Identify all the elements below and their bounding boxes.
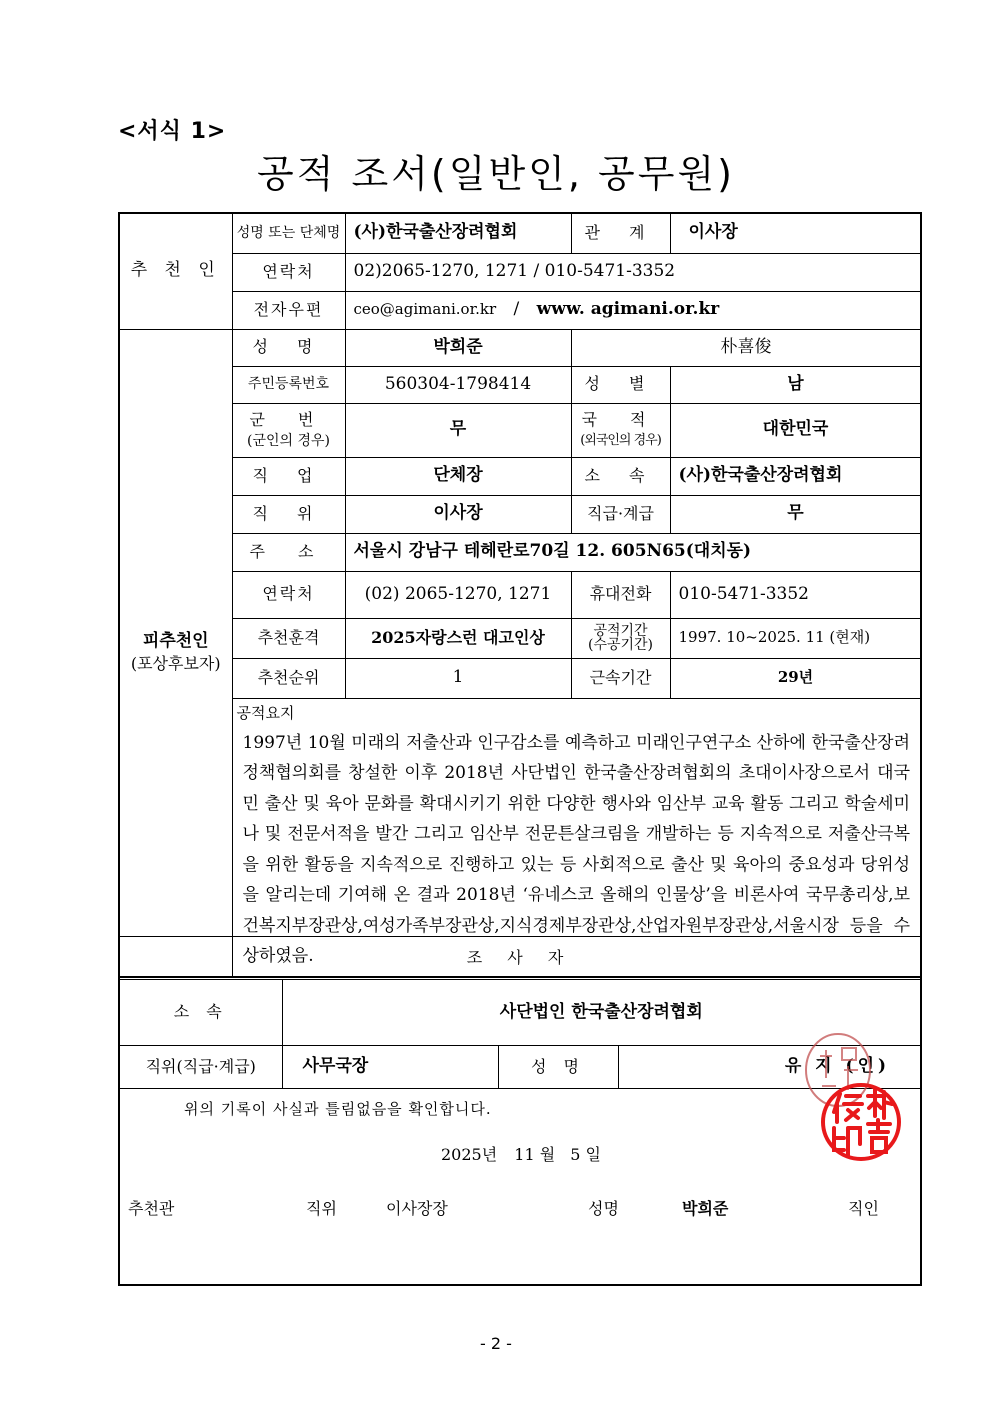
nominee-military-sublabel: (군인의 경우) (247, 433, 330, 450)
nominee-job-label: 직 업 (232, 457, 345, 495)
nominee-row-rank (119, 658, 921, 698)
nominee-name-hanja: 朴喜俊 (571, 329, 921, 366)
recommender-row-email (119, 291, 921, 329)
nominee-rank-label: 추천순위 (232, 658, 345, 698)
nominee-affiliation-value: (사)한국출산장려협회 (670, 457, 921, 495)
nominee-section-sublabel: (포상후보자) (130, 654, 221, 674)
nominee-grade-label: 직급·계급 (571, 495, 670, 533)
recommender-official-label: 추천관 (128, 1199, 175, 1218)
merit-report-table (118, 212, 922, 978)
official-position-label: 직위 (306, 1199, 337, 1218)
page-title: 공적 조서(일반인, 공무원) (257, 152, 735, 196)
recommender-name-value: (사)한국출산장려협회 (345, 213, 571, 253)
recommender-contact-label: 연락처 (232, 253, 345, 291)
confirmation-date (120, 1146, 922, 1164)
summary-row (119, 698, 921, 977)
investigator-affiliation-value: 사단법인 한국출산장려협회 (282, 980, 921, 1046)
recommender-contact-value: 02)2065-1270, 1271 / 010-5471-3352 (345, 253, 921, 291)
nominee-rrn-value: 560304-1798414 (345, 366, 571, 403)
nominee-name-value: 박희준 (345, 329, 571, 366)
recommender-email-label: 전자우편 (232, 291, 345, 329)
nominee-nationality-label: 국 적 (581, 410, 660, 430)
nominee-job-value: 단체장 (345, 457, 571, 495)
recommender-relation-value: 이사장 (670, 213, 921, 253)
date-year: 2025년 (440, 1145, 498, 1164)
nominee-position-label: 직 위 (232, 495, 345, 533)
summary-cell (232, 698, 921, 977)
page-number: - 2 - (480, 1334, 512, 1353)
nominee-grade-value: 무 (670, 495, 921, 533)
official-position-value: 이사장장 (386, 1199, 448, 1218)
recommender-name-label: 성명 또는 단체명 (232, 213, 345, 253)
nominee-row-award (119, 618, 921, 658)
recommender-email-cell (345, 291, 921, 329)
investigator-name-value: 유 지 (인) (618, 1046, 921, 1089)
nominee-contact-value: (02) 2065-1270, 1271 (345, 571, 571, 618)
official-seal-stamp (820, 1082, 902, 1162)
investigator-position-row (119, 1046, 921, 1089)
recommender-row-name (119, 213, 921, 253)
nominee-military-value: 무 (345, 403, 571, 457)
nominee-tenure-label: 근속기간 (571, 658, 670, 698)
nominee-rrn-label: 주민등록번호 (232, 366, 345, 403)
nominee-address-value: 서울시 강남구 테헤란로70길 12. 605N65(대치동) (345, 533, 921, 571)
nominee-merit-period-sublabel: (수공기간) (587, 637, 654, 653)
form-number: <서식 1> (118, 119, 227, 144)
investigator-name-label: 성 명 (498, 1046, 618, 1089)
confirmation-area (120, 1089, 920, 1284)
date-month: 11 월 (514, 1145, 556, 1164)
investigator-position-label: 직위(직급·계급) (119, 1046, 282, 1089)
investigator-position-value: 사무국장 (282, 1046, 498, 1089)
nominee-row-contact (119, 571, 921, 618)
official-name-value: 박희준 (682, 1199, 729, 1218)
nominee-row-rrn (119, 366, 921, 403)
nominee-affiliation-label: 소 속 (571, 457, 670, 495)
confirmation-statement: 위의 기록이 사실과 틀림없음을 확인합니다. (184, 1100, 492, 1118)
nominee-nationality-label-cell (571, 403, 670, 457)
nominee-section-label-cell (119, 329, 232, 977)
investigator-table (118, 936, 922, 1286)
nominee-row-position (119, 495, 921, 533)
nominee-gender-value: 남 (670, 366, 921, 403)
nominee-mobile-label: 휴대전화 (571, 571, 670, 618)
summary-label: 공적요지 (236, 703, 295, 722)
confirmation-row (119, 1089, 921, 1286)
recommender-website-value: www. agimani.or.kr (536, 299, 720, 320)
nominee-row-address (119, 533, 921, 571)
investigator-header-row (119, 937, 921, 980)
nominee-position-value: 이사장 (345, 495, 571, 533)
date-day: 5 일 (570, 1145, 601, 1164)
nominee-address-label: 주 소 (232, 533, 345, 571)
nominee-rank-value: 1 (345, 658, 571, 698)
email-website-separator: / (513, 299, 520, 320)
nominee-military-label: 군 번 (249, 409, 328, 429)
nominee-contact-label: 연락처 (232, 571, 345, 618)
confirmation-cell (119, 1089, 921, 1286)
nominee-tenure-value: 29년 (670, 658, 921, 698)
nominee-merit-period-label-cell (571, 618, 670, 658)
nominee-award-label: 추천훈격 (232, 618, 345, 658)
nominee-gender-label: 성 별 (571, 366, 670, 403)
official-seal-label: 직인 (848, 1199, 879, 1218)
official-name-label: 성명 (588, 1199, 619, 1218)
nominee-section-label: 피추천인 (142, 630, 209, 651)
recommender-email-value: ceo@agimani.or.kr (353, 300, 497, 319)
nominee-nationality-value: 대한민국 (670, 403, 921, 457)
nominee-merit-period-value: 1997. 10~2025. 11 (현재) (670, 618, 921, 658)
nominee-military-label-cell (232, 403, 345, 457)
nominee-row-name (119, 329, 921, 366)
nominee-nationality-sublabel: (외국인의 경우) (580, 432, 661, 448)
recommender-relation-label: 관 계 (571, 213, 670, 253)
recommender-section-label: 추 천 인 (119, 213, 232, 329)
investigator-affiliation-row (119, 980, 921, 1046)
nominee-merit-period-label: 공적기간 (593, 623, 648, 639)
investigator-section-label: 조 사 자 (119, 937, 921, 980)
nominee-name-label: 성 명 (232, 329, 345, 366)
summary-text: 1997년 10월 미래의 저출산과 인구감소를 예측하고 미래인구연구소 산하에 한국출산장려정책협의회를 창설한 이후 2018년 사단법인 한국출산장려협회의 초대이사장으로서 대국민 출산 및 육아 문화를 확대시키기 위한 다양한 행사와 임산부 교육 활동 그리고 학술세미나 및 전문서적을 발간 그리고 임산부 전문튼살크림을 개발하는 등 지속적으로 저출산극복을 위한 활동을 지속적으로 진행하고 있는 등 사회적으로 출산 및 육아의 중요성과 당위성을 알리는데 기여해 온 결과 2018년 ‘유네스코 올해의 인물상’을 비론사여 국무총리상,보건복지부장관상,여성가족부장관상,지식경제부장관상,산업자원부장관상,서울시장 등을 수상하였음. (242, 732, 910, 967)
nominee-mobile-value: 010-5471-3352 (670, 571, 921, 618)
nominee-award-value: 2025자랑스런 대고인상 (345, 618, 571, 658)
recommender-row-contact (119, 253, 921, 291)
nominee-row-job (119, 457, 921, 495)
investigator-affiliation-label: 소 속 (119, 980, 282, 1046)
nominee-row-military (119, 403, 921, 457)
